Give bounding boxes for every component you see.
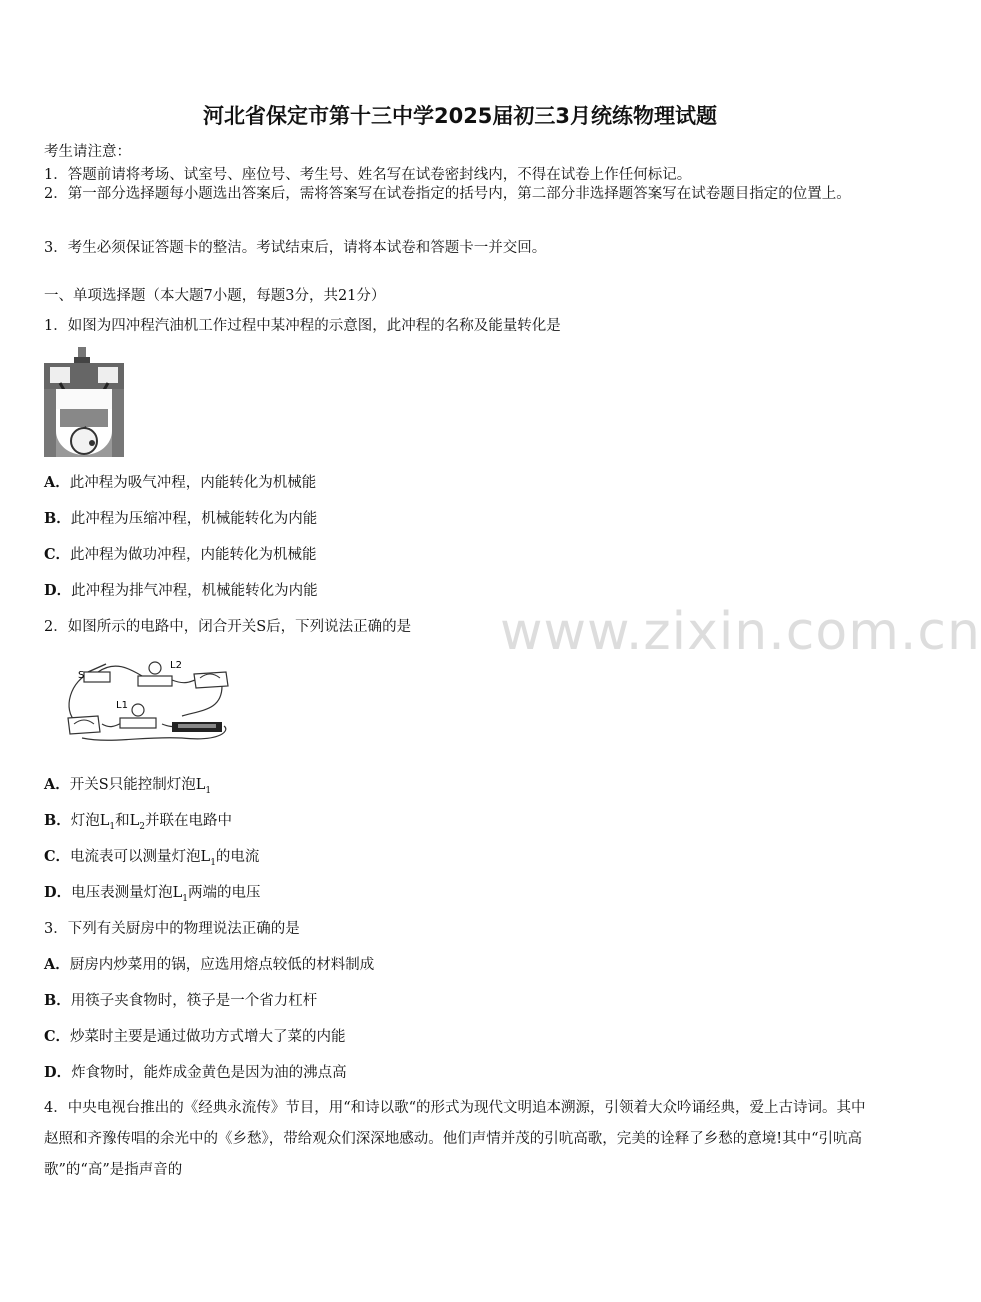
q1-option-c: C．此冲程为做功冲程，内能转化为机械能 bbox=[44, 546, 317, 563]
watermark: www.zixin.com.cn bbox=[500, 602, 981, 662]
q1-option-d: D．此冲程为排气冲程，机械能转化为内能 bbox=[44, 582, 318, 599]
label-l1: L1 bbox=[116, 700, 128, 711]
notice-heading: 考生请注意： bbox=[44, 144, 131, 160]
q1-option-a: A．此冲程为吸气冲程，内能转化为机械能 bbox=[44, 474, 317, 491]
notice-item-3: 3．考生必须保证答题卡的整洁。考试结束后，请将本试卷和答题卡一并交回。 bbox=[44, 240, 547, 256]
question-3-stem: 3．下列有关厨房中的物理说法正确的是 bbox=[44, 921, 300, 937]
label-s: S bbox=[78, 670, 85, 681]
q1-option-b: B．此冲程为压缩冲程，机械能转化为内能 bbox=[44, 510, 318, 527]
circuit-figure bbox=[62, 650, 234, 745]
notice-item-1: 1．答题前请将考场、试室号、座位号、考生号、姓名写在试卷密封线内，不得在试卷上作任何标记。 bbox=[44, 167, 692, 183]
q2-option-a: A．开关S只能控制灯泡$L_1$ bbox=[44, 776, 212, 796]
notice-item-2: 2．第一部分选择题每小题选出答案后，需将答案写在试卷指定的括号内，第二部分非选择题答案写在试卷题目指定的位置上。 bbox=[44, 186, 851, 202]
q2-option-c: C．电流表可以测量灯泡$L_1$的电流 bbox=[44, 848, 260, 868]
q3-option-d: D．炸食物时，能炸成金黄色是因为油的沸点高 bbox=[44, 1064, 347, 1081]
q3-option-c: C．炒菜时主要是通过做功方式增大了菜的内能 bbox=[44, 1028, 346, 1045]
q2-option-d: D．电压表测量灯泡$L_1$两端的电压 bbox=[44, 884, 261, 904]
engine-stroke-figure bbox=[42, 345, 126, 459]
q2-option-b: B．灯泡$L_1$和$L_2$并联在电路中 bbox=[44, 812, 233, 832]
section-heading: 一、单项选择题（本大题7小题，每题3分，共21分） bbox=[44, 288, 386, 304]
question-1-stem: 1．如图为四冲程汽油机工作过程中某冲程的示意图，此冲程的名称及能量转化是 bbox=[44, 318, 561, 334]
question-4-stem: 4．中央电视台推出的《经典永流传》节目，用“和诗以歌“的形式为现代文明追本溯源，引领着大众吟诵经典，爱上古诗词。其中赵照和齐豫传唱的余光中的《乡愁》，带给观众们深深地感动。他们声情并茂的引吭高歌，完美的诠释了乡愁的意境!其中“引吭高歌”的“高”是指声音的 bbox=[44, 1100, 866, 1178]
question-2-stem: 2．如图所示的电路中，闭合开关S后，下列说法正确的是 bbox=[44, 619, 412, 635]
q3-option-b: B．用筷子夹食物时，筷子是一个省力杠杆 bbox=[44, 992, 318, 1009]
q3-option-a: A．厨房内炒菜用的锅，应选用熔点较低的材料制成 bbox=[44, 956, 375, 973]
exam-title: 河北省保定市第十三中学2025届初三3月统练物理试题 bbox=[202, 104, 718, 128]
label-l2: L2 bbox=[170, 660, 182, 671]
